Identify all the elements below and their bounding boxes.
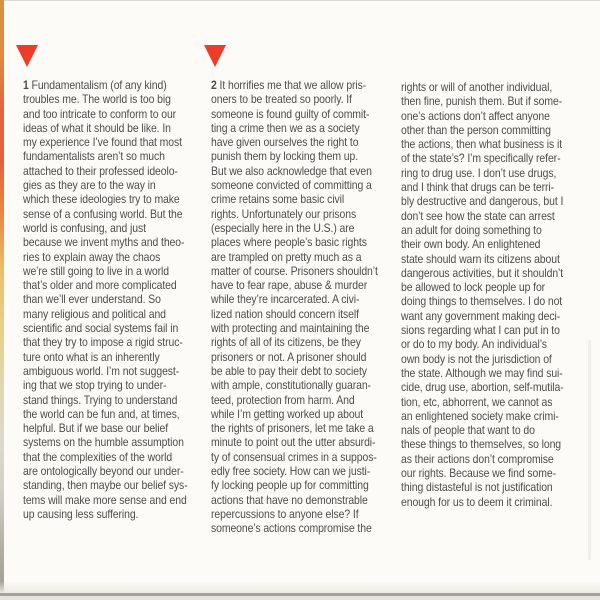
text-line: an enlightened society make crimi- [401,408,559,423]
text-line: someone convicted of committing a [211,178,372,193]
text-line: helpful. But if we base our belief [23,421,169,436]
text-line: as their actions don’t compromise [401,451,554,466]
text-line: the actions, then what business is it [401,137,563,152]
text-column-1 [23,78,194,521]
text-line: many religious and political and [23,306,166,321]
text-line: and too intricate to conform to our [23,106,177,121]
text-column-2 [211,78,382,536]
page-edge-color-strip [0,0,4,600]
text-line: crime retains some basic civil [211,192,345,207]
text-line: these things to themselves, so long [401,437,562,452]
text-line: matter of course. Prisoners shouldn’t [211,263,378,278]
text-line: my experience I’ve found that most [23,135,182,150]
text-line: repercussions to anyone else? If [211,506,359,521]
text-line: actions that have no demonstrable [211,492,368,507]
text-line: are trampled on pretty much as a [211,249,362,264]
text-line: prisoners or not. A prisoner should [211,349,367,364]
text-line: ty of consensual crimes in a suppos- [211,449,377,464]
text-line: don’t see how the state can arrest [401,208,555,223]
text-line: fy locking people up for committing [211,478,369,493]
text-line: that’s older and more complicated [23,278,177,293]
text-line: because we invent myths and theo- [23,235,185,250]
paragraph-number: 2 [211,78,217,92]
page-bottom-shadow [0,581,600,593]
text-line: want any government making deci- [401,308,561,323]
text-line: and I think that drugs can be terri- [401,180,554,195]
text-line: teed, protection from harm. And [211,392,355,407]
text-line: systems on the humble assumption [23,435,184,450]
text-line: minute to point out the utter absurdi- [211,435,376,450]
text-line: with protecting and maintaining the [211,321,370,336]
text-line: ing that we stop trying to under- [23,378,167,393]
text-line: troubles me. The world is too big [23,92,171,107]
text-line: then fine, punish them. But if some- [401,94,563,109]
text-line: ture onto what is an inherently [23,349,160,364]
text-line: places where people’s basic rights [211,235,367,250]
text-line: attached to their professed ideolo- [23,163,178,178]
text-line: gies as they are to the way in [23,178,156,193]
text-line: an adult for doing something to [401,222,542,237]
text-line: rights of all of its citizens, be they [211,335,361,350]
text-line: nals of people that want to do [401,423,535,438]
text-line: we’re still going to live in a world [23,263,169,278]
text-line: 2 It horrifies me that we allow pris- [211,78,367,92]
text-line: someone’s actions compromise the [211,521,372,536]
text-line: oners to be treated so poorly. If [211,92,352,107]
text-line: 1 Fundamentalism (of any kind) [23,78,167,92]
text-line: dangerous activities, but it shouldn’t [401,265,564,280]
page-bottom-margin [0,596,600,600]
text-line: or do to my body. An individual’s [401,337,547,352]
text-line: the world can be fun and, at times, [23,406,180,421]
text-line: standing, then maybe our belief sys- [23,478,188,493]
text-line: have given ourselves the right to [211,135,359,150]
page-right-edge-streak [588,340,591,560]
text-line: ring to drug use. I don’t use drugs, [401,165,557,180]
text-line: bly destructive and dangerous, but I [401,194,564,209]
text-line: stand things. Trying to understand [23,392,178,407]
text-line: have to fear rape, abuse & murder [211,278,368,293]
text-line: of the state’s? I’m specifically refer- [401,151,561,166]
text-line: that the complexities of the world [23,449,173,464]
text-line: up causing less suffering. [23,506,139,521]
text-line: ambiguous world. I’m not suggest- [23,363,180,378]
paragraph-number: 1 [23,78,29,92]
text-line: enough for us to deem it criminal. [401,494,553,509]
text-line: than we’ll ever understand. So [23,292,161,307]
text-line: punish them by locking them up. [211,149,359,164]
text-line: sions regarding what I can put in to [401,323,560,338]
text-line: state should warn its citizens about [401,251,560,266]
text-column-3 [401,80,572,509]
page-top-edge [0,0,600,1]
text-line: rights or will of another individual, [401,80,553,94]
text-line: one’s actions don’t affect anyone [401,108,550,123]
text-line: cide, drug use, abortion, self-mutila- [401,380,564,395]
text-line: ideas of what it should be like. In [23,120,171,135]
text-line: ries to explain away the chaos [23,249,161,264]
text-line: are ontologically beyond our under- [23,464,184,479]
text-line: thing distasteful is not justification [401,480,553,495]
text-line: while I’m getting worked up about [211,406,364,421]
text-line: own body is not the jurisdiction of [401,351,552,366]
text-line: the state. Although we may find sui- [401,365,563,380]
text-line: which these ideologies try to make [23,192,180,207]
text-line: lized nation should concern itself [211,306,359,321]
text-line: (especially here in the U.S.) are [211,220,355,235]
text-line: ting a crime then we as a society [211,120,360,135]
text-line: the rights of prisoners, let me take a [211,421,374,436]
text-line: sense of a confusing world. But the [23,206,183,221]
text-line: that they try to impose a rigid struc- [23,335,183,350]
text-line: But we also acknowledge that even [211,163,372,178]
text-line: tion, etc, abhorrent, we cannot as [401,394,553,409]
text-line: their own body. An enlightened [401,237,541,252]
text-line: fundamentalists aren’t so much [23,149,165,164]
text-line: while they’re incarcerated. A civi- [211,292,360,307]
red-down-triangle-icon [16,45,38,67]
text-line: someone is found guilty of commit- [211,106,370,121]
red-down-triangle-icon [204,45,226,67]
text-line: with ample, constitutionally guaran- [211,378,371,393]
text-line: be able to pay their debt to society [211,363,367,378]
text-line: other than the person committing [401,122,551,137]
text-line: our rights. Because we find some- [401,466,556,481]
text-line: be allowed to lock people up for [401,280,546,295]
text-line: doing things to themselves. I do not [401,294,563,309]
text-line: tems will make more sense and end [23,492,187,507]
text-line: rights. Unfortunately our prisons [211,206,357,221]
text-line: scientific and social systems fail in [23,321,179,336]
text-line: edly free society. How can we justi- [211,464,371,479]
text-line: world is confusing, and just [23,220,146,235]
